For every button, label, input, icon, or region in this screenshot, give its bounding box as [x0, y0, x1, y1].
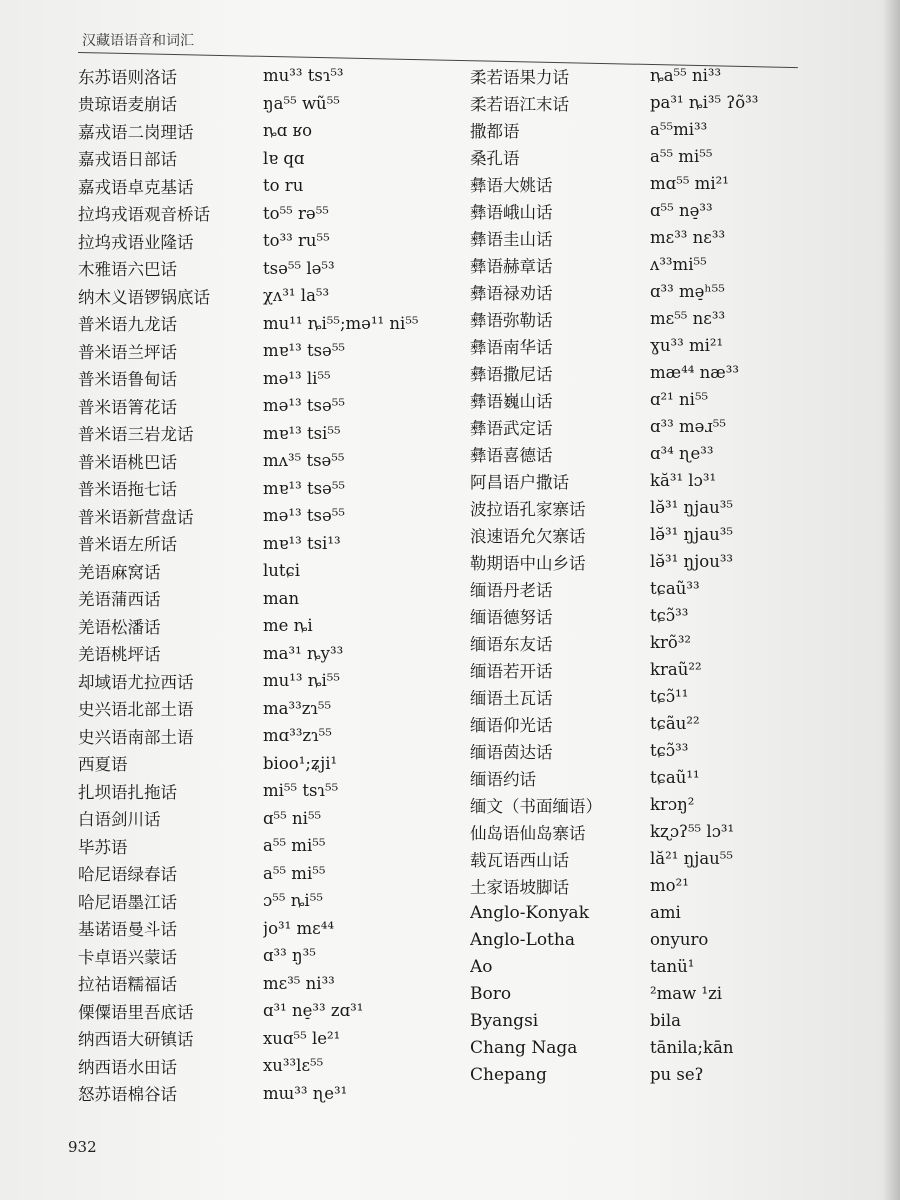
vocab-row: [78, 90, 498, 118]
word-form: to ru: [263, 176, 304, 196]
word-form: krõ³²: [650, 633, 692, 652]
page-number: 932: [68, 1138, 97, 1156]
word-form: xu³³lɛ⁵⁵: [263, 1056, 324, 1076]
word-form: mu³³ tsɿ⁵³: [263, 66, 344, 86]
language-name: Chang Naga: [470, 1037, 578, 1058]
word-form: a⁵⁵ mi⁵⁵: [650, 147, 713, 166]
word-form: bila: [650, 1011, 681, 1030]
vocab-row: [78, 942, 498, 970]
language-name: 缅语东友话: [470, 634, 553, 654]
language-name: 羌语松潘话: [78, 617, 161, 637]
language-name: 卡卓语兴蒙话: [78, 947, 177, 967]
vocab-row: [470, 440, 890, 467]
vocab-row: [78, 777, 498, 805]
language-name: 扎坝语扎拖话: [78, 782, 177, 802]
language-name: 彝语喜德话: [470, 445, 553, 465]
word-form: χʌ³¹ la⁵³: [263, 286, 330, 306]
vocab-row: [470, 980, 890, 1007]
word-form: lutɕi: [263, 561, 301, 581]
language-name: Byangsi: [470, 1010, 539, 1031]
vocab-row: [470, 467, 890, 494]
language-name: 哈尼语墨江话: [78, 892, 177, 912]
word-form: ɑ³³ mə̠ʰ⁵⁵: [650, 282, 725, 301]
vocab-row: [78, 1052, 498, 1080]
language-name: 缅语若开话: [470, 661, 553, 681]
word-form: bioo¹;ʑji¹: [263, 753, 338, 773]
language-name: Anglo-Konyak: [470, 902, 589, 923]
language-name: 拉坞戎语业隆话: [78, 232, 194, 252]
word-form: mi⁵⁵ tsɿ⁵⁵: [263, 781, 339, 801]
vocab-row: [470, 629, 890, 656]
vocab-row: [78, 585, 498, 613]
word-form: a⁵⁵ mi⁵⁵: [263, 863, 326, 883]
word-form: ami: [650, 903, 681, 922]
vocab-row: [470, 386, 890, 413]
language-name: 史兴语南部土语: [78, 727, 194, 747]
language-name: 波拉语孔家寨话: [470, 499, 586, 519]
word-form: jo³¹ mɛ⁴⁴: [263, 918, 334, 938]
vocab-row: [78, 640, 498, 668]
language-name: 普米语桃巴话: [78, 452, 177, 472]
vocab-row: [470, 278, 890, 305]
vocab-row: [78, 805, 498, 833]
vocab-row: [470, 143, 890, 170]
vocab-row: [470, 845, 890, 872]
word-form: ma³³zɿ⁵⁵: [263, 698, 332, 718]
vocab-row: [470, 332, 890, 359]
vocab-row: [78, 392, 498, 420]
word-form: ɑ³¹ ne̠³³ zɑ³¹: [263, 1001, 364, 1021]
language-name: 普米语鲁甸话: [78, 370, 177, 390]
language-name: 彝语巍山话: [470, 391, 553, 411]
word-form: mɛ³³ nɛ³³: [650, 228, 726, 247]
vocab-row: [78, 722, 498, 750]
word-form: lɐ qɑ: [263, 148, 305, 168]
vocab-row: [78, 145, 498, 173]
word-form: kʐɔʔ⁵⁵ lɔ³¹: [650, 822, 735, 841]
language-name: 阿昌语户撒话: [470, 472, 569, 492]
vocab-row: [470, 683, 890, 710]
language-name: 缅语仰光话: [470, 715, 553, 735]
word-form: ɣu³³ mi²¹: [650, 336, 724, 355]
language-name: 彝语弥勒话: [470, 310, 553, 330]
vocab-row: [78, 887, 498, 915]
word-form: ŋa⁵⁵ wũ⁵⁵: [263, 93, 340, 113]
word-form: mu¹¹ ȵi⁵⁵;mə¹¹ ni⁵⁵: [263, 313, 419, 333]
language-name: 缅文（书面缅语）: [470, 796, 602, 816]
vocab-row: [78, 475, 498, 503]
word-form: ȵa⁵⁵ ni³³: [650, 66, 722, 85]
word-form: ɑ⁵⁵ ni⁵⁵: [263, 808, 322, 828]
vocab-row: [78, 915, 498, 943]
language-name: 纳西语大研镇话: [78, 1030, 194, 1050]
language-name: 史兴语北部土语: [78, 700, 194, 720]
word-form: mɑ⁵⁵ mi²¹: [650, 174, 729, 193]
vocab-row: [470, 89, 890, 116]
vocab-row: [78, 117, 498, 145]
language-name: 拉坞戎语观音桥话: [78, 205, 210, 225]
word-form: mɛ³⁵ ni³³: [263, 973, 335, 993]
vocab-row: [78, 1080, 498, 1108]
language-name: 普米语拖七话: [78, 480, 177, 500]
word-form: man: [263, 588, 300, 608]
word-form: ²maw ¹zi: [650, 984, 723, 1003]
language-name: 傈僳语里吾底话: [78, 1002, 194, 1022]
language-name: 彝语大姚话: [470, 175, 553, 195]
vocab-row: [78, 695, 498, 723]
word-form: kă³¹ lɔ³¹: [650, 471, 717, 490]
language-name: 缅语德努话: [470, 607, 553, 627]
word-form: ɑ⁵⁵ nə̠³³: [650, 201, 713, 220]
word-form: tānila;kān: [650, 1038, 734, 1057]
vocab-row: [78, 1025, 498, 1053]
language-name: 却域语尤拉西话: [78, 672, 194, 692]
word-form: mɛ⁵⁵ nɛ³³: [650, 309, 726, 328]
word-form: to⁵⁵ rə⁵⁵: [263, 203, 329, 223]
word-form: ɔ⁵⁵ ȵi⁵⁵: [263, 891, 323, 911]
word-form: a⁵⁵ mi⁵⁵: [263, 836, 326, 856]
word-form: pu seʔ: [650, 1065, 704, 1084]
word-form: ɑ³³ məɹ⁵⁵: [650, 417, 726, 436]
vocab-row: [78, 310, 498, 338]
vocab-row: [78, 667, 498, 695]
language-name: 嘉戎语二岗理话: [78, 122, 194, 142]
word-form: tanü¹: [650, 957, 695, 976]
vocab-row: [78, 337, 498, 365]
vocab-row: [470, 764, 890, 791]
vocab-row: [470, 1034, 890, 1061]
vocab-row: [78, 447, 498, 475]
vocab-row: [470, 116, 890, 143]
language-name: 缅语约话: [470, 769, 536, 789]
vocab-row: [78, 530, 498, 558]
language-name: Anglo-Lotha: [470, 929, 575, 950]
vocab-row: [470, 305, 890, 332]
word-form: tɕaũ¹¹: [650, 768, 700, 787]
word-form: mə¹³ tsə⁵⁵: [263, 396, 345, 416]
word-form: tɕɔ̃¹¹: [650, 687, 689, 706]
language-name: 哈尼语绿春话: [78, 865, 177, 885]
vocab-row: [78, 255, 498, 283]
vocab-row: [470, 359, 890, 386]
vocab-row: [78, 227, 498, 255]
vocab-row: [470, 953, 890, 980]
vocab-row: [470, 521, 890, 548]
vocab-row: [470, 494, 890, 521]
word-form: mɐ¹³ tsə⁵⁵: [263, 478, 346, 498]
vocab-row: [470, 899, 890, 926]
word-form: mɐ¹³ tsi̇¹³: [263, 533, 341, 553]
word-form: mʌ³⁵ tsə⁵⁵: [263, 451, 345, 471]
language-name: 普米语箐花话: [78, 397, 177, 417]
word-form: mə¹³ li⁵⁵: [263, 368, 331, 388]
word-form: mɐ¹³ tsə⁵⁵: [263, 341, 346, 361]
word-form: mə¹³ tsə⁵⁵: [263, 506, 345, 526]
language-name: 柔若语果力话: [470, 67, 569, 87]
vocab-row: [78, 557, 498, 585]
vocab-row: [470, 926, 890, 953]
language-name: 普米语兰坪话: [78, 342, 177, 362]
vocab-row: [78, 502, 498, 530]
vocab-row: [470, 575, 890, 602]
vocab-row: [470, 1007, 890, 1034]
language-name: 羌语蒲西话: [78, 590, 161, 610]
vocab-row: [470, 548, 890, 575]
vocab-row: [470, 791, 890, 818]
word-form: mo²¹: [650, 876, 689, 895]
vocab-row: [78, 172, 498, 200]
language-name: 西夏语: [78, 755, 128, 775]
left-column: [78, 62, 498, 1107]
word-form: me ȵi: [263, 616, 313, 636]
vocab-row: [78, 200, 498, 228]
running-header: 汉藏语语音和词汇: [82, 33, 194, 49]
language-name: 纳西语水田话: [78, 1057, 177, 1077]
word-form: tɕɔ̃³³: [650, 741, 689, 760]
word-form: ɑ²¹ ni⁵⁵: [650, 390, 709, 409]
language-name: 缅语茵达话: [470, 742, 553, 762]
word-form: lə̆³¹ ŋjau³⁵: [650, 525, 733, 544]
language-name: 彝语峨山话: [470, 202, 553, 222]
word-form: a⁵⁵mi³³: [650, 120, 708, 139]
language-name: 嘉戎语日部话: [78, 150, 177, 170]
language-name: 东苏语则洛话: [78, 67, 177, 87]
word-form: lə̆³¹ ŋjau³⁵: [650, 498, 733, 517]
vocab-row: [470, 62, 890, 89]
word-form: to³³ ru⁵⁵: [263, 231, 330, 251]
vocab-row: [78, 750, 498, 778]
language-name: 普米语左所话: [78, 535, 177, 555]
language-name: 普米语新营盘话: [78, 507, 194, 527]
vocab-row: [78, 832, 498, 860]
word-form: mɑ³³zɿ⁵⁵: [263, 726, 332, 746]
language-name: 缅语丹老话: [470, 580, 553, 600]
word-form: mu¹³ ȵi⁵⁵: [263, 671, 340, 691]
language-name: 怒苏语棉谷话: [78, 1085, 177, 1105]
word-form: lă²¹ ŋjau⁵⁵: [650, 849, 734, 868]
language-name: Ao: [470, 956, 493, 977]
language-name: 彝语南华话: [470, 337, 553, 357]
language-name: 嘉戎语卓克基话: [78, 177, 194, 197]
language-name: 羌语桃坪话: [78, 645, 161, 665]
word-form: xuɑ⁵⁵ le²¹: [263, 1028, 341, 1048]
word-form: tɕɔ̃³³: [650, 606, 689, 625]
word-form: tsə⁵⁵ lə⁵³: [263, 258, 335, 278]
language-name: 拉祜语糯福话: [78, 975, 177, 995]
vocab-row: [470, 413, 890, 440]
vocab-row: [470, 656, 890, 683]
language-name: 勒期语中山乡话: [470, 553, 586, 573]
vocab-row: [470, 737, 890, 764]
word-form: ȵɑ ʁo: [263, 121, 313, 141]
word-form: tɕaũ³³: [650, 579, 700, 598]
word-form: mɐ¹³ tsi̇⁵⁵: [263, 423, 341, 443]
vocab-row: [78, 62, 498, 90]
vocab-row: [470, 197, 890, 224]
vocab-row: [470, 170, 890, 197]
vocab-row: [470, 710, 890, 737]
language-name: Boro: [470, 983, 512, 1004]
language-name: 彝语禄劝话: [470, 283, 553, 303]
word-form: ɑ³³ ŋ³⁵: [263, 946, 316, 966]
language-name: 彝语武定话: [470, 418, 553, 438]
vocab-row: [78, 970, 498, 998]
word-form: onyuro: [650, 930, 709, 949]
word-form: mæ⁴⁴ næ³³: [650, 363, 739, 382]
word-form: ma³¹ ȵy³³: [263, 643, 344, 663]
vocab-row: [470, 224, 890, 251]
right-column: [470, 62, 890, 1088]
language-name: 柔若语江末话: [470, 94, 569, 114]
language-name: 桑孔语: [470, 148, 520, 168]
vocab-row: [470, 1061, 890, 1088]
vocab-row: [78, 997, 498, 1025]
language-name: Chepang: [470, 1064, 547, 1085]
vocab-row: [78, 420, 498, 448]
language-name: 纳木义语锣锅底话: [78, 287, 210, 307]
language-name: 土家语坡脚话: [470, 877, 569, 897]
vocab-row: [470, 602, 890, 629]
language-name: 贵琼语麦崩话: [78, 95, 177, 115]
language-name: 基诺语曼斗话: [78, 920, 177, 940]
language-name: 撒都语: [470, 121, 520, 141]
vocab-row: [470, 818, 890, 845]
language-name: 缅语土瓦话: [470, 688, 553, 708]
vocab-row: [470, 251, 890, 278]
language-name: 彝语撒尼话: [470, 364, 553, 384]
language-name: 彝语圭山话: [470, 229, 553, 249]
language-name: 浪速语允欠寨话: [470, 526, 586, 546]
word-form: ɑ³⁴ ɳe³³: [650, 444, 714, 463]
language-name: 毕苏语: [78, 837, 128, 857]
word-form: lə̆³¹ ŋjou³³: [650, 552, 734, 571]
language-name: 彝语赫章话: [470, 256, 553, 276]
word-form: ʌ³³mi⁵⁵: [650, 255, 707, 274]
word-form: pa³¹ ȵi³⁵ ʔõ³³: [650, 93, 759, 112]
language-name: 木雅语六巴话: [78, 260, 177, 280]
language-name: 白语剑川话: [78, 810, 161, 830]
vocab-row: [78, 365, 498, 393]
language-name: 普米语三岩龙话: [78, 425, 194, 445]
vocab-row: [78, 860, 498, 888]
vocab-row: [78, 612, 498, 640]
language-name: 仙岛语仙岛寨话: [470, 823, 586, 843]
word-form: kraũ²²: [650, 660, 702, 679]
language-name: 载瓦语西山话: [470, 850, 569, 870]
word-form: mɯ³³ ɳe³¹: [263, 1083, 348, 1103]
language-name: 羌语麻窝话: [78, 562, 161, 582]
vocab-row: [470, 872, 890, 899]
language-name: 普米语九龙话: [78, 315, 177, 335]
word-form: tɕãu²²: [650, 714, 700, 733]
vocab-row: [78, 282, 498, 310]
word-form: krɔŋ²: [650, 795, 695, 814]
